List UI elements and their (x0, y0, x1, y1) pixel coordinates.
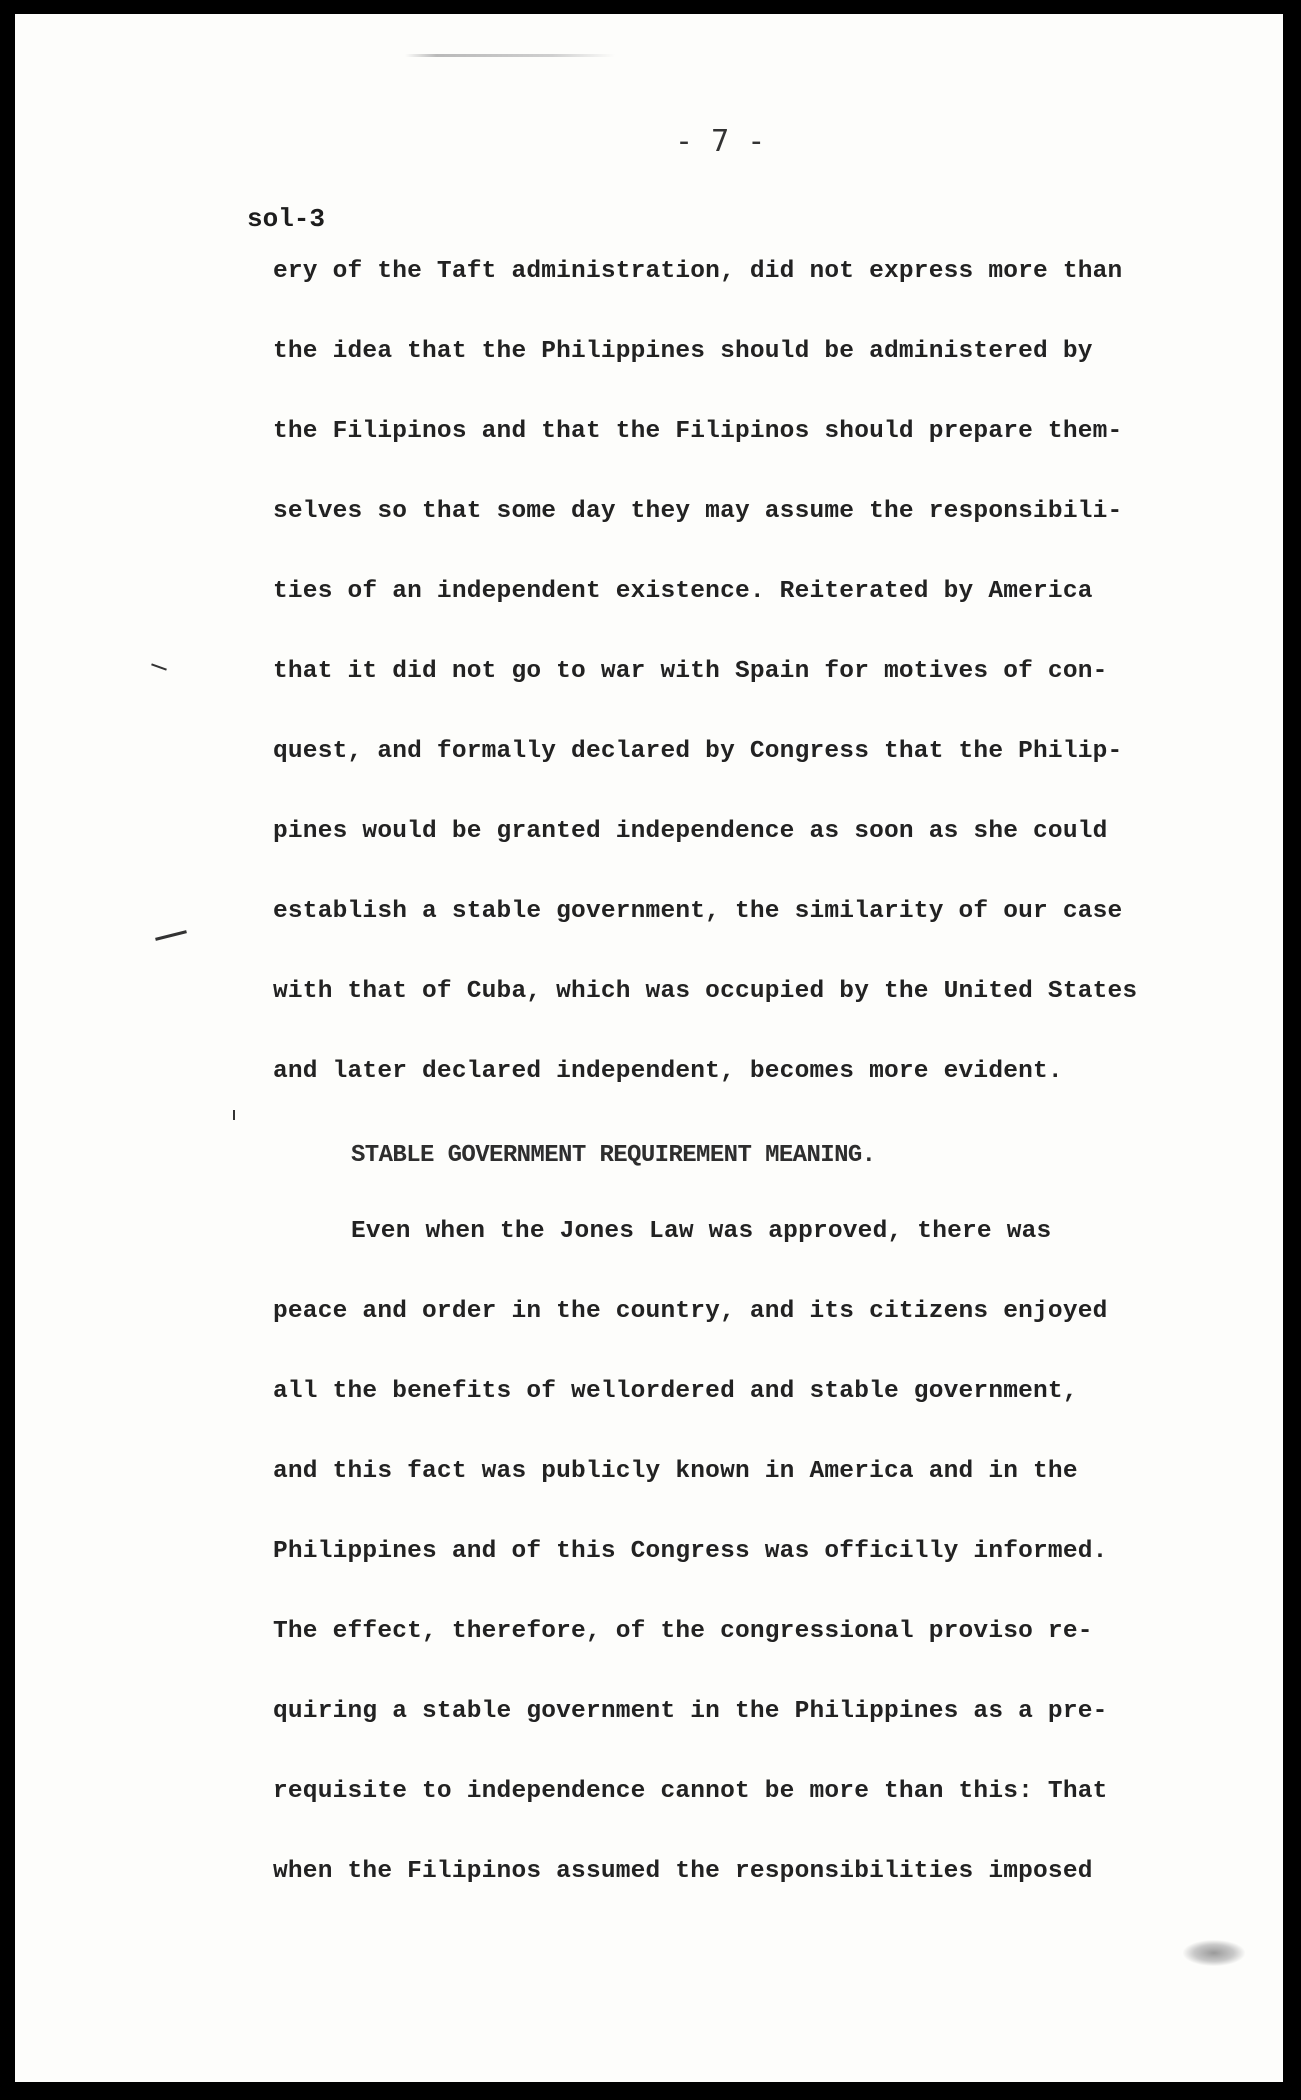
paragraph2-line: quiring a stable government in the Philippines as a pre- (273, 1698, 1108, 1725)
paragraph1-line: quest, and formally declared by Congress that the Philip- (273, 738, 1123, 765)
paragraph2-line: requisite to independence cannot be more than this: That (273, 1778, 1108, 1805)
section-heading: STABLE GOVERNMENT REQUIREMENT MEANING. (351, 1142, 876, 1169)
paragraph2-line: The effect, therefore, of the congressional proviso re- (273, 1618, 1093, 1645)
paragraph1-line: selves so that some day they may assume the responsibili- (273, 498, 1123, 525)
paragraph1-line: the Filipinos and that the Filipinos should prepare them- (273, 418, 1123, 445)
reference-code: sol-3 (247, 204, 326, 234)
paragraph2-line: Philippines and of this Congress was officilly informed. (273, 1538, 1108, 1565)
paragraph2-line: peace and order in the country, and its citizens enjoyed (273, 1298, 1108, 1325)
document-page (15, 14, 1283, 2082)
paragraph1-line: that it did not go to war with Spain for motives of con- (273, 658, 1108, 685)
paragraph1-line: ties of an independent existence. Reiterated by America (273, 578, 1093, 605)
paragraph1-line: ery of the Taft administration, did not express more than (273, 258, 1123, 285)
paragraph1-line: the idea that the Philippines should be administered by (273, 338, 1093, 365)
paragraph1-line: establish a stable government, the similarity of our case (273, 898, 1123, 925)
top-edge-smudge (405, 54, 615, 57)
paragraph2-line: Even when the Jones Law was approved, there was (351, 1218, 1052, 1245)
paragraph1-line: pines would be granted independence as soon as she could (273, 818, 1108, 845)
scan-mark (151, 663, 167, 670)
scan-mark (233, 1110, 235, 1120)
scan-mark (155, 930, 187, 941)
paragraph2-line: all the benefits of wellordered and stable government, (273, 1378, 1078, 1405)
paragraph1-line: with that of Cuba, which was occupied by the United States (273, 978, 1138, 1005)
paragraph1-line: and later declared independent, becomes more evident. (273, 1058, 1063, 1085)
paragraph2-line: and this fact was publicly known in America and in the (273, 1458, 1078, 1485)
paragraph2-line: when the Filipinos assumed the responsibilities imposed (273, 1858, 1093, 1885)
page-number: - 7 - (675, 124, 766, 159)
corner-speck (1183, 1940, 1245, 1966)
